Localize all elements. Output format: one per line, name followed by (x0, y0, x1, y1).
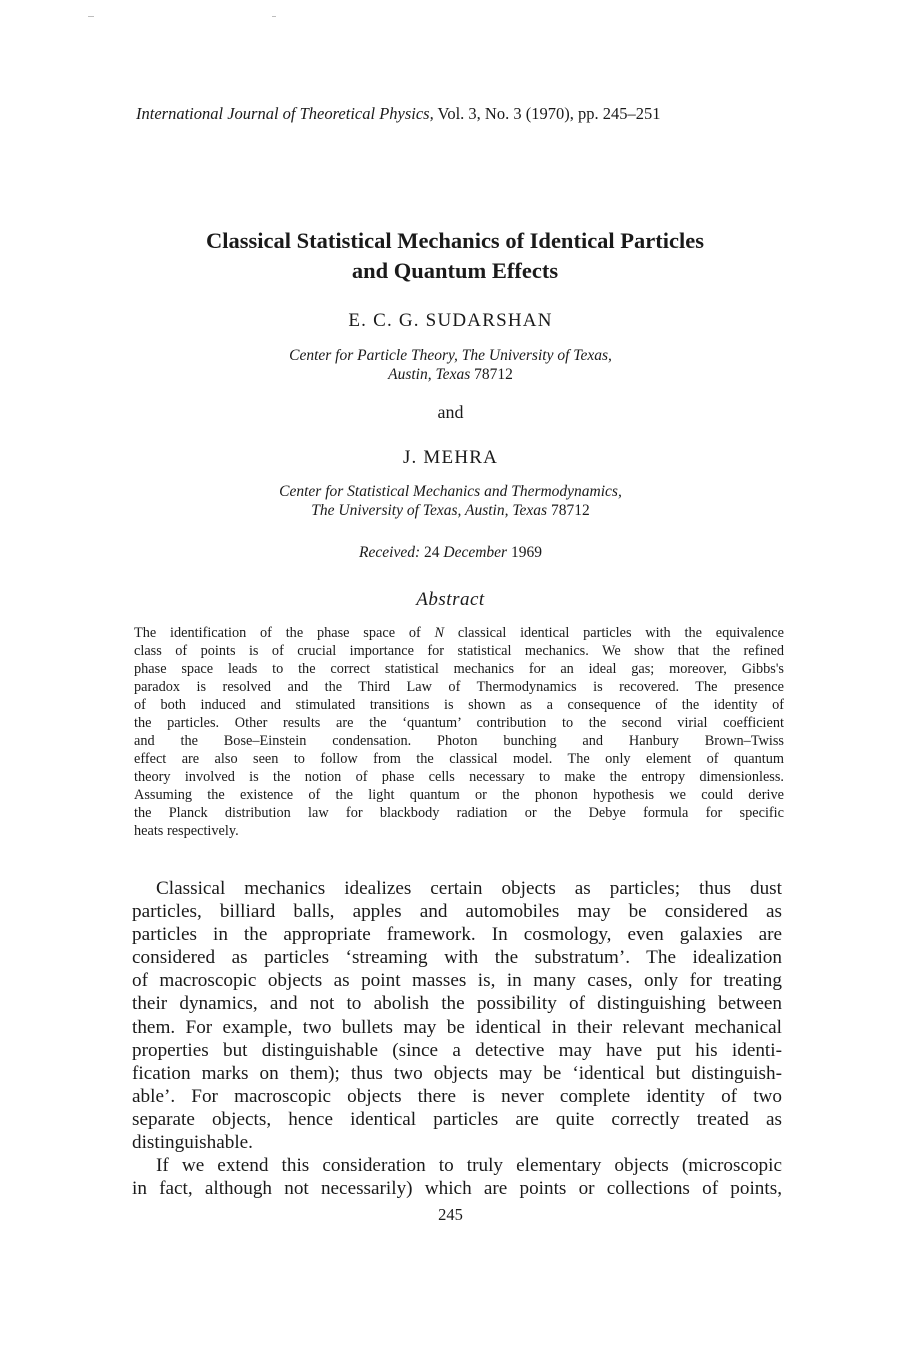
body-line: particles in the appropriate framework. In cosmology, even galaxies are (132, 924, 782, 946)
abstract-body (134, 624, 784, 840)
author-name-2: J. MEHRA (402, 447, 499, 468)
body-line: of macroscopic objects as point masses is, in many cases, only for treating (132, 970, 782, 992)
abstract-heading: Abstract (416, 589, 485, 610)
author-affiliation-2 (0, 482, 901, 520)
author-name-1: E. C. G. SUDARSHAN (348, 310, 553, 331)
body-line: particles, billiard balls, apples and automobiles may be considered as (132, 901, 782, 923)
affiliation-2-zip: 78712 (547, 502, 590, 519)
affiliation-1-line-1: Center for Particle Theory, The University of Texas, (289, 347, 612, 364)
body-text (132, 877, 782, 1200)
body-line: them. For example, two bullets may be identical in their relevant mechanical (132, 1016, 782, 1038)
body-line: properties but distinguishable (since a detective may have put his identi- (132, 1039, 782, 1061)
affiliation-1-line-2: Austin, Texas (388, 366, 471, 383)
abstract-line: paradox is resolved and the Third Law of Thermodynamics is recovered. The presence (134, 679, 784, 695)
body-line: If we extend this consideration to truly elementary objects (microscopic (156, 1155, 782, 1177)
affiliation-2-line-1: Center for Statistical Mechanics and Thermodynamics, (279, 483, 622, 500)
abstract-line: the particles. Other results are the ‘quantum’ contribution to the second virial coefficient (134, 715, 784, 731)
affiliation-2-line-2: The University of Texas, Austin, Texas (311, 502, 548, 519)
page-number: 245 (438, 1205, 463, 1224)
scan-mark (88, 16, 94, 17)
received-label: Received: (359, 544, 421, 561)
abstract-line: class of points is of crucial importance for statistical mechanics. We show that the refined (134, 643, 784, 659)
abstract-line: and the Bose–Einstein condensation. Photon bunching and Hanbury Brown–Twiss (134, 733, 784, 749)
abstract-line: theory involved is the notion of phase cells necessary to make the entropy dimensionless. (134, 769, 784, 785)
title-line-2: and Quantum Effects (351, 258, 559, 283)
body-line: in fact, although not necessarily) which are points or collections of points, (132, 1178, 782, 1200)
journal-citation (136, 104, 776, 124)
journal-details: Vol. 3, No. 3 (1970), pp. 245–251 (433, 104, 661, 123)
abstract-line: Assuming the existence of the light quantum or the phonon hypothesis we could derive (134, 787, 784, 803)
paper-title (120, 226, 790, 286)
body-line: considered as particles ‘streaming with the substratum’. The idealization (132, 947, 782, 969)
author-conjunction: and (437, 402, 464, 422)
abstract-line: of both induced and stimulated transitions is shown as a consequence of the identity of (134, 697, 784, 713)
abstract-line: phase space leads to the correct statistical mechanics for an ideal gas; moreover, Gibbs's (134, 661, 784, 677)
received-date (0, 544, 901, 562)
abstract-line: the Planck distribution law for blackbody radiation or the Debye formula for specific (134, 805, 784, 821)
body-line: their dynamics, and not to abolish the possibility of distinguishing between (132, 993, 782, 1015)
received-day: 24 (420, 544, 444, 561)
received-year: 1969 (507, 544, 542, 561)
body-line: separate objects, hence identical particles are quite correctly treated as (132, 1108, 782, 1130)
body-line: distinguishable. (132, 1132, 253, 1154)
abstract-line: The identification of the phase space of N classical identical particles with the equivalence (134, 625, 785, 641)
body-line: Classical mechanics idealizes certain objects as particles; thus dust (156, 878, 782, 899)
title-line-1: Classical Statistical Mechanics of Identical Particles (205, 228, 705, 253)
author-affiliation-1 (0, 346, 901, 384)
scan-mark (272, 16, 276, 17)
abstract-line: heats respectively. (134, 823, 239, 839)
body-line: fication marks on them); thus two objects may be ‘identical but distinguish- (132, 1062, 782, 1084)
body-line: able’. For macroscopic objects there is never complete identity of two (132, 1085, 782, 1107)
journal-name: International Journal of Theoretical Physics, (136, 104, 434, 123)
abstract-line: effect are also seen to follow from the classical model. The only element of quantum (134, 751, 784, 767)
affiliation-1-zip: 78712 (470, 366, 513, 383)
received-month: December (443, 544, 508, 561)
